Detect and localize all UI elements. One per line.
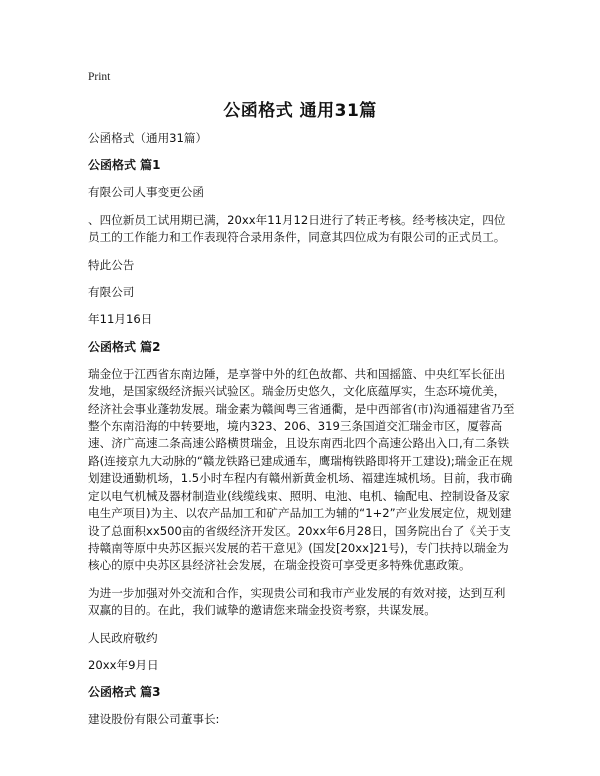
paragraph: 特此公告 xyxy=(88,257,135,272)
paragraph: 瑞金位于江西省东南边陲，是享誉中外的红色故都、共和国摇篮、中央红军长征出发地，是国家级经济振兴试验区。瑞金历史悠久，文化底蕴厚实，生态环境优美，经济社会事业蓬勃发展。瑞金素为赣闽粤三省通衢，是中西部省(市)沟通福建省乃至整个东南沿海的中转要地，境内323、206、319三条国道交汇瑞金市区，厦蓉高速、济广高速二条高速公路横贯瑞金，且设东南西北四个高速公路出入口,有二条铁路(连接京九大动脉的“赣龙铁路已建成通车，鹰瑞梅铁路即将开工建设);瑞金正在规划建设通勤机场，1.5小时车程内有赣州新黄金机场、福建连城机场。目前，我市确定以电气机械及器材制造业(线缆线束、照明、电池、电机、输配电、控制设备及家电生产项目)为主、以农产品加工和矿产品加工为辅的“1+2”产业发展定位，规划建设了总面积xx500亩的省级经济开发区。20xx年6月28日，国务院出台了《关于支持赣南等原中央苏区振兴发展的若干意见》(国发[20xx]21号)，专门扶持以瑞金为核心的原中央苏区县经济社会发展，在瑞金投资可享受更多特殊优惠政策。 xyxy=(88,366,515,573)
document-body xyxy=(88,130,516,739)
paragraph: 有限公司 xyxy=(88,285,135,300)
paragraph: 建设股份有限公司董事长: xyxy=(88,712,220,727)
paragraph: 人民政府敬约 xyxy=(88,630,158,645)
intro-line: 公函格式（通用31篇） xyxy=(88,131,208,145)
paragraph: 为进一步加强对外交流和合作，实现贵公司和我市产业发展的有效对接，达到互利双赢的目的。在此，我们诚挚的邀请您来瑞金投资考察，共谋发展。 xyxy=(88,585,506,618)
paragraph: 年11月16日 xyxy=(88,312,153,327)
paragraph: 、四位新员工试用期已满，20xx年11月12日进行了转正考核。经考核决定，四位员工的工作能力和工作表现符合录用条件，同意其四位成为有限公司的正式员工。 xyxy=(88,212,506,245)
page-title: 公函格式 通用31篇 xyxy=(223,101,377,121)
section-heading-3: 公函格式 篇3 xyxy=(88,685,161,700)
section-heading-2: 公函格式 篇2 xyxy=(88,339,161,354)
paragraph: 20xx年9月日 xyxy=(88,657,159,672)
section-heading-1: 公函格式 篇1 xyxy=(88,158,161,173)
paragraph: 有限公司人事变更公函 xyxy=(88,185,204,200)
print-link[interactable]: Print xyxy=(88,71,111,83)
